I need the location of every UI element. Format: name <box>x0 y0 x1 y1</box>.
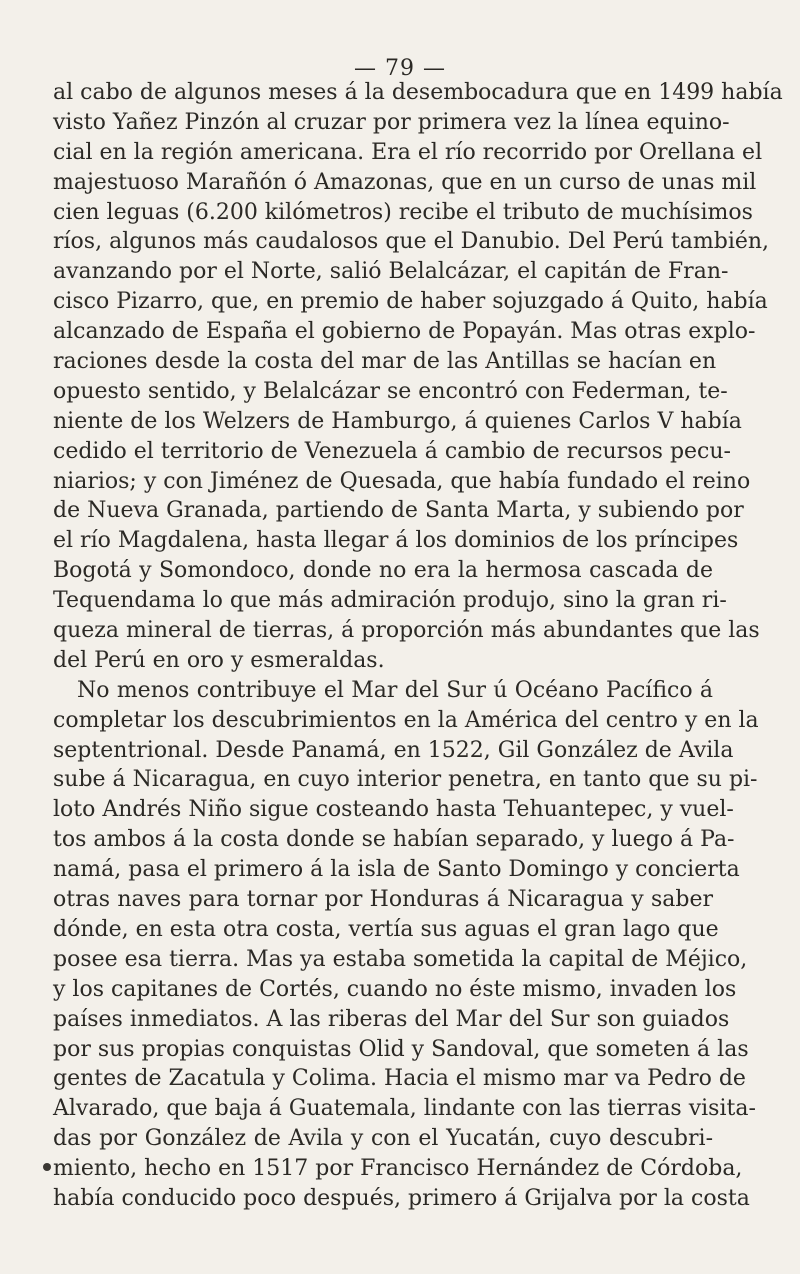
text-line: y los capitanes de Cortés, cuando no éste mismo, invaden los <box>53 976 737 1002</box>
text-line: sube á Nicaragua, en cuyo interior penetra, en tanto que su pi- <box>53 767 758 793</box>
text-line: ríos, algunos más caudalosos que el Danubio. Del Perú también, <box>53 229 770 255</box>
text-line: del Perú en oro y esmeraldas. <box>53 647 385 673</box>
text-line: niarios; y con Jiménez de Quesada, que había fundado el reino <box>53 468 751 494</box>
text-line: Bogotá y Somondoco, donde no era la hermosa cascada de <box>53 558 713 584</box>
text-line: opuesto sentido, y Belalcázar se encontró con Federman, te- <box>53 378 728 404</box>
text-line: dónde, en esta otra costa, vertía sus aguas el gran lago que <box>53 916 719 942</box>
text-line: loto Andrés Niño sigue costeando hasta Tehuantepec, y vuel- <box>53 797 734 823</box>
text-line: países inmediatos. A las riberas del Mar del Sur son guiados <box>53 1006 730 1032</box>
text-line: majestuoso Marañón ó Amazonas, que en un curso de unas mil <box>53 169 757 195</box>
text-line: cien leguas (6.200 kilómetros) recibe el tributo de muchísimos <box>53 199 753 225</box>
text-line: posee esa tierra. Mas ya estaba sometida la capital de Méjico, <box>53 946 748 972</box>
text-line: tos ambos á la costa donde se habían separado, y luego á Pa- <box>53 827 735 853</box>
text-line: No menos contribuye el Mar del Sur ú Océano Pacífico á <box>77 677 713 703</box>
text-line: namá, pasa el primero á la isla de Santo Domingo y concierta <box>53 857 740 883</box>
text-line: cisco Pizarro, que, en premio de haber sojuzgado á Quito, había <box>53 289 768 315</box>
text-line: al cabo de algunos meses á la desembocadura que en 1499 había <box>53 80 783 105</box>
text-line: niente de los Welzers de Hamburgo, á quienes Carlos V había <box>53 408 742 434</box>
body-text <box>53 78 783 1214</box>
text-line: el río Magdalena, hasta llegar á los dominios de los príncipes <box>53 528 739 554</box>
text-line: queza mineral de tierras, á proporción más abundantes que las <box>53 618 760 644</box>
text-line: Alvarado, que baja á Guatemala, lindante con las tierras visita- <box>53 1096 756 1122</box>
text-line: avanzando por el Norte, salió Belalcázar, el capitán de Fran- <box>53 259 729 285</box>
text-line: había conducido poco después, primero á Grijalva por la costa <box>53 1185 750 1211</box>
text-line: miento, hecho en 1517 por Francisco Hernández de Córdoba, <box>53 1156 743 1182</box>
text-line: cedido el territorio de Venezuela á cambio de recursos pecu- <box>53 438 731 464</box>
text-line: Tequendama lo que más admiración produjo, sino la gran ri- <box>53 588 727 614</box>
text-line: alcanzado de España el gobierno de Popayán. Mas otras explo- <box>53 319 756 345</box>
text-line: otras naves para tornar por Honduras á Nicaragua y saber <box>53 887 713 913</box>
text-line: gentes de Zacatula y Colima. Hacia el mismo mar va Pedro de <box>53 1066 746 1092</box>
text-line: completar los descubrimientos en la América del centro y en la <box>53 707 759 733</box>
ink-blot <box>43 1163 51 1171</box>
text-line: cial en la región americana. Era el río recorrido por Orellana el <box>53 139 763 165</box>
text-line: visto Yañez Pinzón al cruzar por primera vez la línea equino- <box>53 109 730 135</box>
text-line: das por González de Avila y con el Yucatán, cuyo descubri- <box>53 1126 713 1152</box>
text-line: de Nueva Granada, partiendo de Santa Marta, y subiendo por <box>53 498 744 524</box>
text-line: raciones desde la costa del mar de las Antillas se hacían en <box>53 349 717 375</box>
text-line: por sus propias conquistas Olid y Sandoval, que someten á las <box>53 1036 749 1062</box>
page-number: — 79 — <box>354 56 446 81</box>
text-line: septentrional. Desde Panamá, en 1522, Gil González de Avila <box>53 737 734 763</box>
